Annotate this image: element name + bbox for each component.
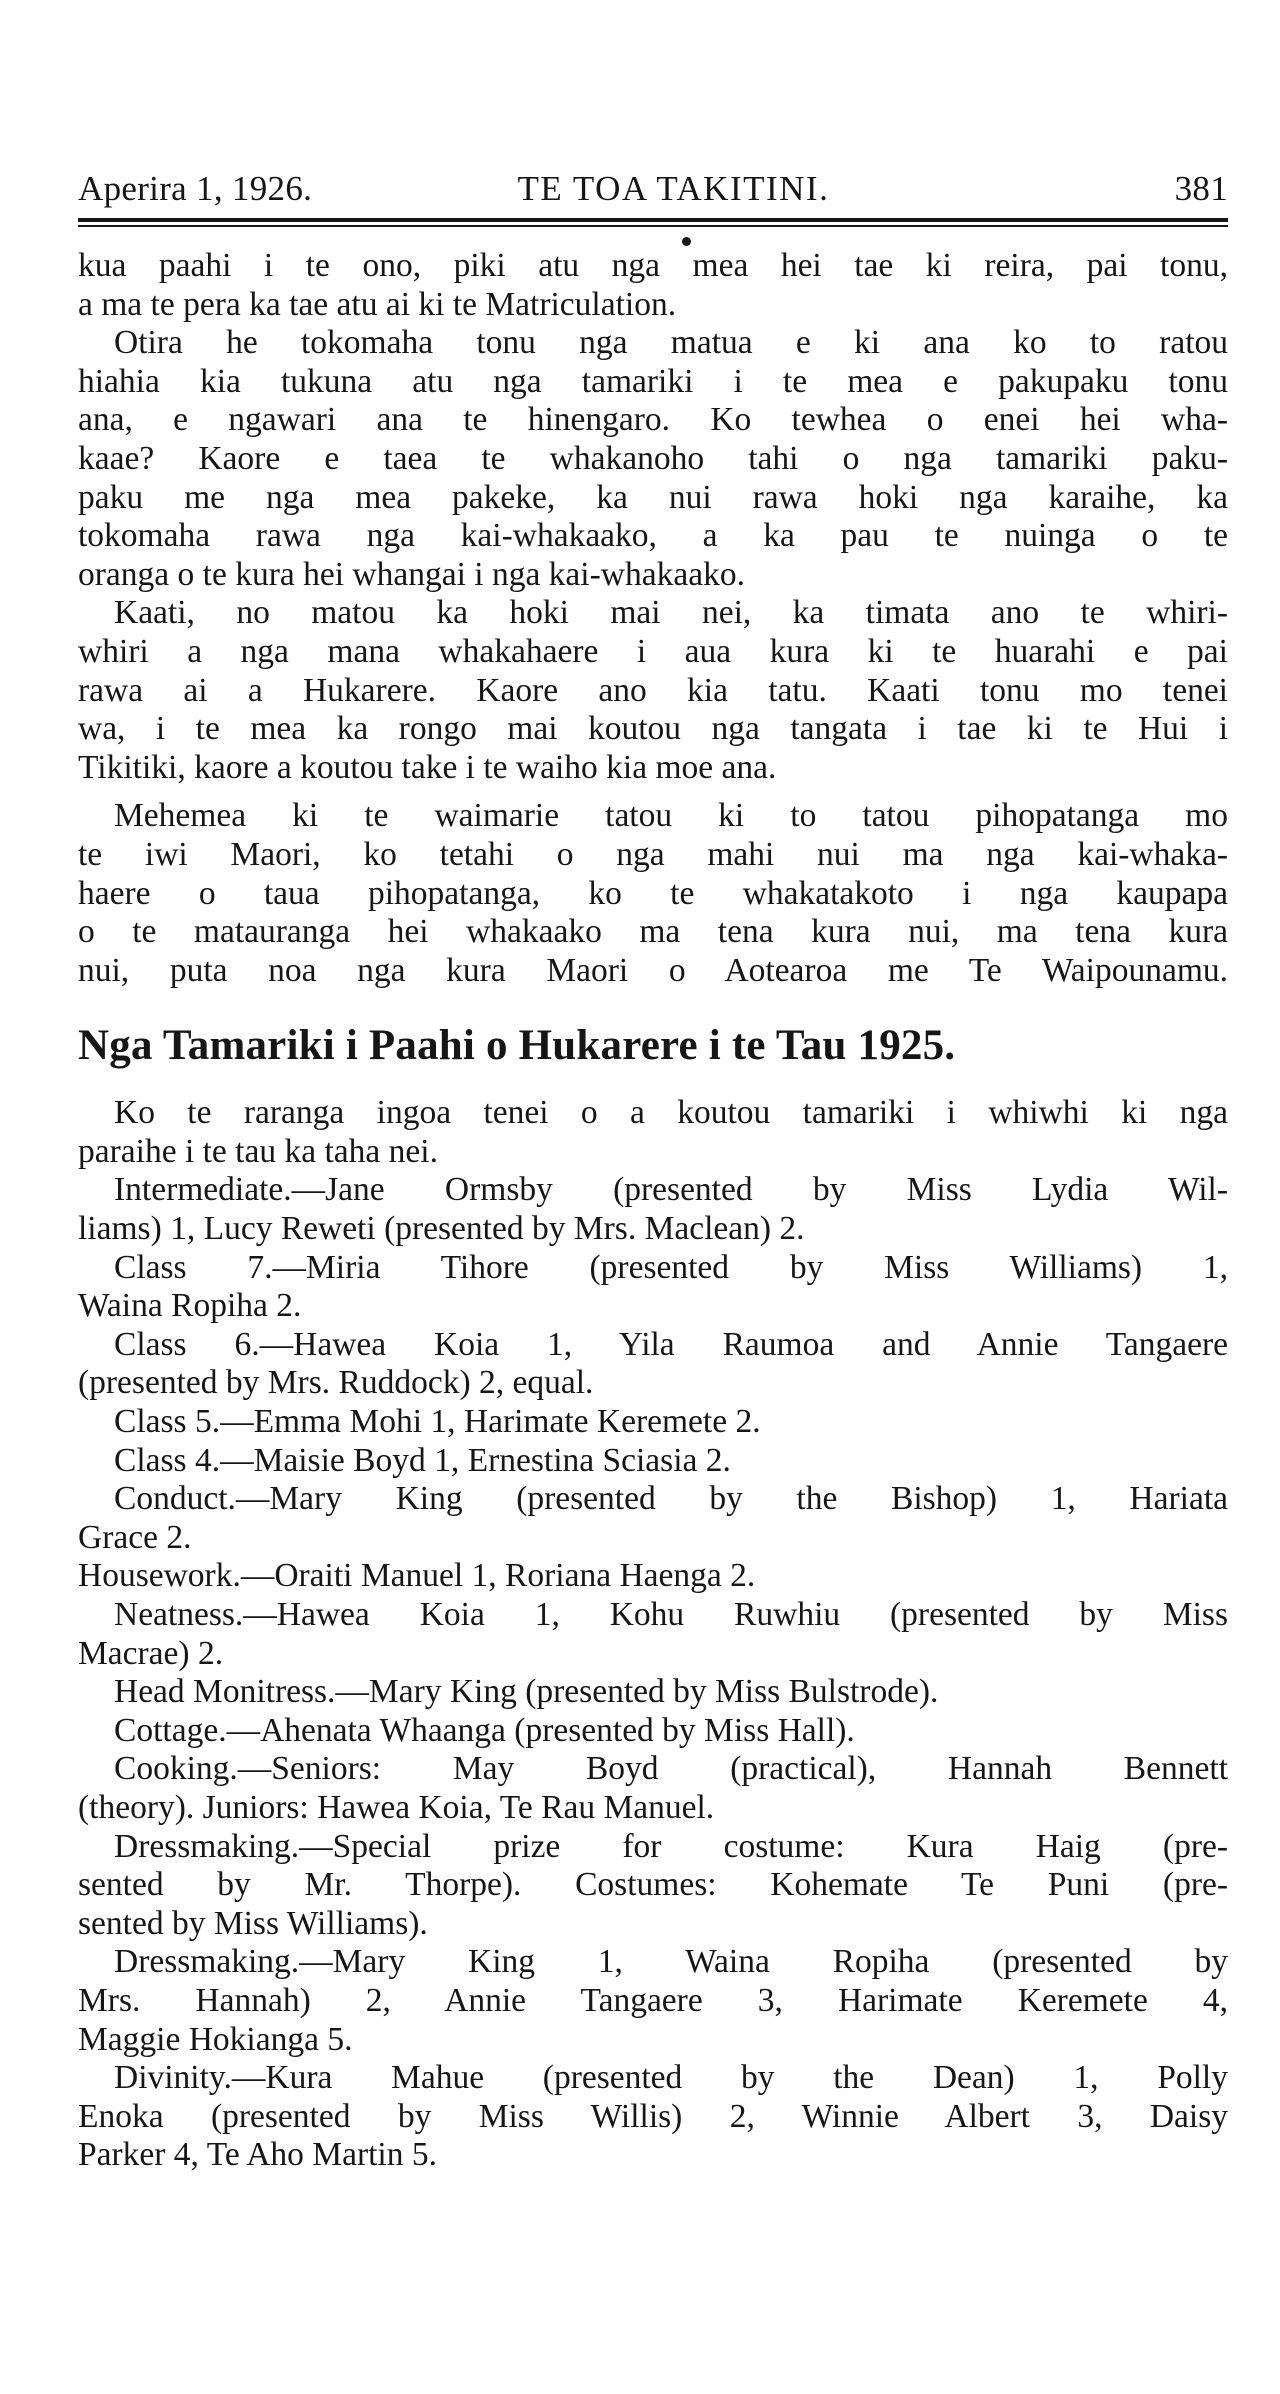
text-line: ana, e ngawari ana te hinengaro. Ko tewhea o enei hei wha- — [78, 401, 1228, 439]
text-line: Cottage.—Ahenata Whaanga (presented by Miss Hall). — [114, 1711, 855, 1749]
prize-entry-cooking — [78, 1750, 1228, 1827]
intro-paragraph — [78, 247, 1228, 324]
text-line: Class 4.—Maisie Boyd 1, Ernestina Sciasia 2. — [114, 1441, 731, 1479]
text-line: whiri a nga mana whakahaere i aua kura ki te huarahi e pai — [78, 632, 1228, 670]
body-text — [78, 247, 1228, 2175]
text-line: Enoka (presented by Miss Willis) 2, Winnie Albert 3, Daisy — [78, 2097, 1228, 2135]
text-line: oranga o te kura hei whangai i nga kai-whakaako. — [78, 555, 745, 593]
prize-entry-class-4 — [78, 1442, 1228, 1481]
journal-title: TE TOA TAKITINI. — [517, 169, 830, 208]
intro-paragraph — [78, 594, 1228, 787]
prize-entry-dressmaking — [78, 1943, 1228, 2059]
prize-entry-housework — [78, 1557, 1228, 1596]
text-line: Intermediate.—Jane Ormsby (presented by Miss Lydia Wil- — [114, 1171, 1228, 1209]
text-line: Mehemea ki te waimarie tatou ki to tatou pihopatanga mo — [114, 797, 1228, 835]
text-line: Dressmaking.—Mary King 1, Waina Ropiha (presented by — [114, 1943, 1228, 1981]
text-line: te iwi Maori, ko tetahi o nga mahi nui ma nga kai-whaka- — [78, 835, 1228, 873]
text-line: o te matauranga hei whakaako ma tena kura nui, ma tena kura — [78, 913, 1228, 951]
text-line: paku me nga mea pakeke, ka nui rawa hoki nga karaihe, ka — [78, 478, 1228, 516]
text-line: Class 5.—Emma Mohi 1, Harimate Keremete 2. — [114, 1403, 761, 1441]
text-line: Otira he tokomaha tonu nga matua e ki ana ko to ratou — [114, 324, 1228, 362]
text-line: Housework.—Oraiti Manuel 1, Roriana Haenga 2. — [78, 1557, 756, 1595]
prize-entry-cottage — [78, 1712, 1228, 1751]
page-number: 381 — [1174, 169, 1228, 208]
text-line: Cooking.—Seniors: May Boyd (practical), Hannah Bennett — [114, 1750, 1228, 1788]
section-heading: Nga Tamariki i Paahi o Hukarere i te Tau 1925. — [78, 1022, 956, 1070]
text-line: hiahia kia tukuna atu nga tamariki i te mea e pakupaku tonu — [78, 362, 1228, 400]
text-line: tokomaha rawa nga kai-whakaako, a ka pau te nuinga o te — [78, 517, 1228, 555]
text-line: rawa ai a Hukarere. Kaore ano kia tatu. Kaati tonu mo tenei — [78, 671, 1228, 709]
text-line: Mrs. Hannah) 2, Annie Tangaere 3, Harimate Keremete 4, — [78, 1981, 1228, 2019]
prize-entry-class-5 — [78, 1403, 1228, 1442]
text-line: Divinity.—Kura Mahue (presented by the Dean) 1, Polly — [114, 2059, 1228, 2097]
prize-entry-conduct — [78, 1480, 1228, 1557]
text-line: wa, i te mea ka rongo mai koutou nga tangata i tae ki te Hui i — [78, 710, 1228, 748]
text-line: kaae? Kaore e taea te whakanoho tahi o nga tamariki paku- — [78, 439, 1228, 477]
prize-paragraph — [78, 1094, 1228, 1171]
text-line: Grace 2. — [78, 1518, 192, 1556]
text-line: kua paahi i te ono, piki atu nga mea hei tae ki reira, pai tonu, — [78, 247, 1228, 284]
text-line: sented by Miss Williams). — [78, 1904, 428, 1942]
text-line: Tikitiki, kaore a koutou take i te waiho kia moe ana. — [78, 748, 777, 786]
prize-entry-class-7 — [78, 1249, 1228, 1326]
text-line: Head Monitress.—Mary King (presented by Miss Bulstrode). — [114, 1673, 939, 1711]
text-line: Dressmaking.—Special prize for costume: Kura Haig (pre- — [114, 1827, 1228, 1865]
intro-paragraph — [78, 324, 1228, 594]
text-line: (presented by Mrs. Ruddock) 2, equal. — [78, 1364, 594, 1402]
text-line: Waina Ropiha 2. — [78, 1287, 302, 1325]
text-line: Class 6.—Hawea Koia 1, Yila Raumoa and Annie Tangaere — [114, 1325, 1228, 1363]
prize-entry-neatness — [78, 1596, 1228, 1673]
text-line: paraihe i te tau ka taha nei. — [78, 1132, 438, 1170]
text-line: (theory). Juniors: Hawea Koia, Te Rau Manuel. — [78, 1788, 715, 1826]
prize-entry-dressmaking-special — [78, 1828, 1228, 1944]
intro-paragraph — [78, 797, 1228, 990]
text-line: Class 7.—Miria Tihore (presented by Miss Williams) 1, — [114, 1248, 1228, 1286]
paragraph-gap — [78, 787, 1228, 797]
text-line: Maggie Hokianga 5. — [78, 2020, 353, 2058]
text-line: haere o taua pihopatanga, ko te whakatakoto i nga kaupapa — [78, 874, 1228, 912]
ornament-dot — [78, 227, 1228, 247]
text-line: Parker 4, Te Aho Martin 5. — [78, 2136, 437, 2174]
text-line: Neatness.—Hawea Koia 1, Kohu Ruwhiu (presented by Miss — [114, 1596, 1228, 1633]
text-line: nui, puta noa nga kura Maori o Aotearoa me Te Waipounamu. — [78, 951, 1228, 989]
header-rule-thick — [78, 218, 1228, 222]
text-line: Kaati, no matou ka hoki mai nei, ka timata ano te whiri- — [114, 594, 1228, 632]
running-head — [78, 168, 1228, 210]
text-line: sented by Mr. Thorpe). Costumes: Kohemate Te Puni (pre- — [78, 1866, 1228, 1904]
prize-entry-class-6 — [78, 1326, 1228, 1403]
text-line: liams) 1, Lucy Reweti (presented by Mrs. Maclean) 2. — [78, 1210, 805, 1248]
prize-entry-intermediate — [78, 1171, 1228, 1248]
text-line: Macrae) 2. — [78, 1634, 224, 1672]
text-line: a ma te pera ka tae atu ai ki te Matriculation. — [78, 285, 677, 323]
page — [78, 168, 1228, 2175]
prize-entry-head-monitress — [78, 1673, 1228, 1712]
text-line: Conduct.—Mary King (presented by the Bishop) 1, Hariata — [114, 1480, 1228, 1518]
issue-date: Aperira 1, 1926. — [78, 169, 313, 208]
prize-entry-divinity — [78, 2059, 1228, 2175]
text-line: Ko te raranga ingoa tenei o a koutou tamariki i whiwhi ki nga — [114, 1094, 1228, 1132]
